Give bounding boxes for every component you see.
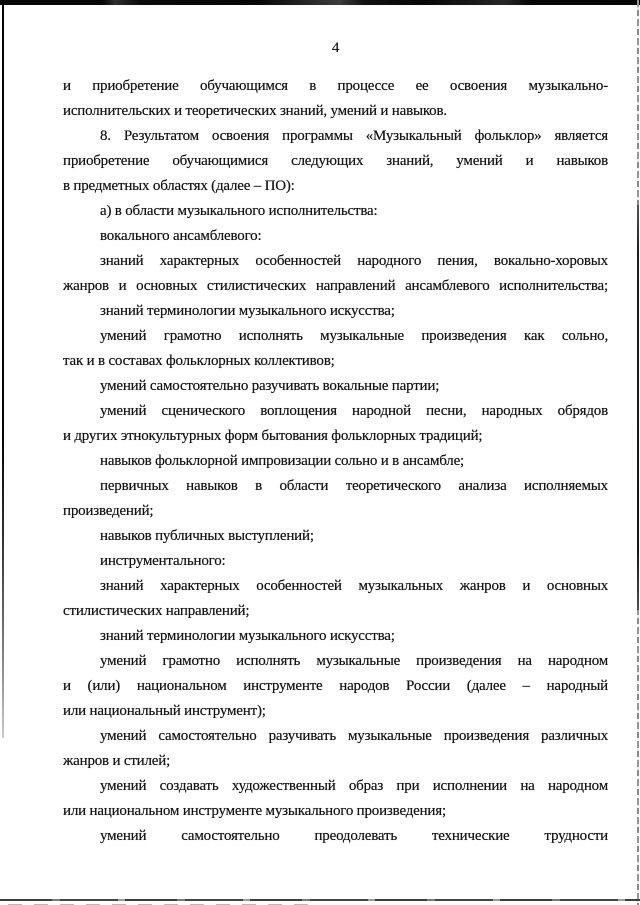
- scan-edge-bottom: [0, 899, 640, 901]
- text-line: или национальный инструмент);: [63, 703, 266, 719]
- text-line: стилистических направлений;: [63, 603, 250, 619]
- scan-edge-right-dark-segment: [637, 205, 639, 610]
- text-line: исполнительских и теоретических знаний, умений и навыков.: [63, 103, 447, 119]
- text-line: умений самостоятельно разучивать музыкальные произведения различных: [100, 728, 608, 744]
- text-line: жанров и стилей;: [63, 753, 171, 769]
- text-line: и других этнокультурных форм бытования фольклорных традиций;: [63, 428, 483, 444]
- text-line: навыков фольклорной импровизации сольно и в ансамбле;: [100, 453, 465, 469]
- text-line: жанров и основных стилистических направлений ансамблевого исполнительства;: [63, 278, 608, 294]
- scan-edge-top: [0, 0, 640, 5]
- text-line: а) в области музыкального исполнительства:: [100, 203, 378, 219]
- text-line: так и в составах фольклорных коллективов;: [63, 353, 335, 369]
- text-line: знаний терминологии музыкального искусства;: [100, 628, 395, 644]
- text-line: и (или) национальном инструменте народов России (далее – народный: [63, 678, 608, 694]
- text-line: умений создавать художественный образ при исполнении на народном: [100, 778, 608, 794]
- text-line: и приобретение обучающимся в процессе ее освоения музыкально-: [63, 78, 608, 94]
- text-line: 8. Результатом освоения программы «Музыкальный фольклор» является: [100, 128, 608, 144]
- text-line: умений самостоятельно преодолевать технические трудности: [100, 828, 608, 844]
- text-line: умений самостоятельно разучивать вокальные партии;: [100, 378, 440, 394]
- text-line: знаний характерных особенностей музыкальных жанров и основных: [100, 578, 608, 594]
- text-line: или национальном инструменте музыкального произведения;: [63, 803, 446, 819]
- text-line: в предметных областях (далее – ПО):: [63, 178, 295, 194]
- text-line: знаний терминологии музыкального искусства;: [100, 303, 395, 319]
- page-content: [63, 36, 608, 849]
- page-number: 4: [331, 40, 340, 56]
- text-line: первичных навыков в области теоретического анализа исполняемых: [100, 478, 608, 494]
- text-line: навыков публичных выступлений;: [100, 528, 314, 544]
- text-line: умений сценического воплощения народной песни, народных обрядов: [100, 403, 608, 419]
- text-line: инструментального:: [100, 553, 226, 569]
- text-line: произведений;: [63, 503, 154, 519]
- text-line: умений грамотно исполнять музыкальные произведения как сольно,: [100, 328, 608, 344]
- text-line: вокального ансамблевого:: [100, 228, 262, 244]
- text-block: [63, 74, 608, 849]
- text-line: приобретение обучающимися следующих знаний, умений и навыков: [63, 153, 608, 169]
- text-line: знаний характерных особенностей народного пения, вокально-хоровых: [100, 253, 608, 269]
- text-line: умений грамотно исполнять музыкальные произведения на народном: [100, 653, 608, 669]
- scan-edge-left: [2, 0, 4, 738]
